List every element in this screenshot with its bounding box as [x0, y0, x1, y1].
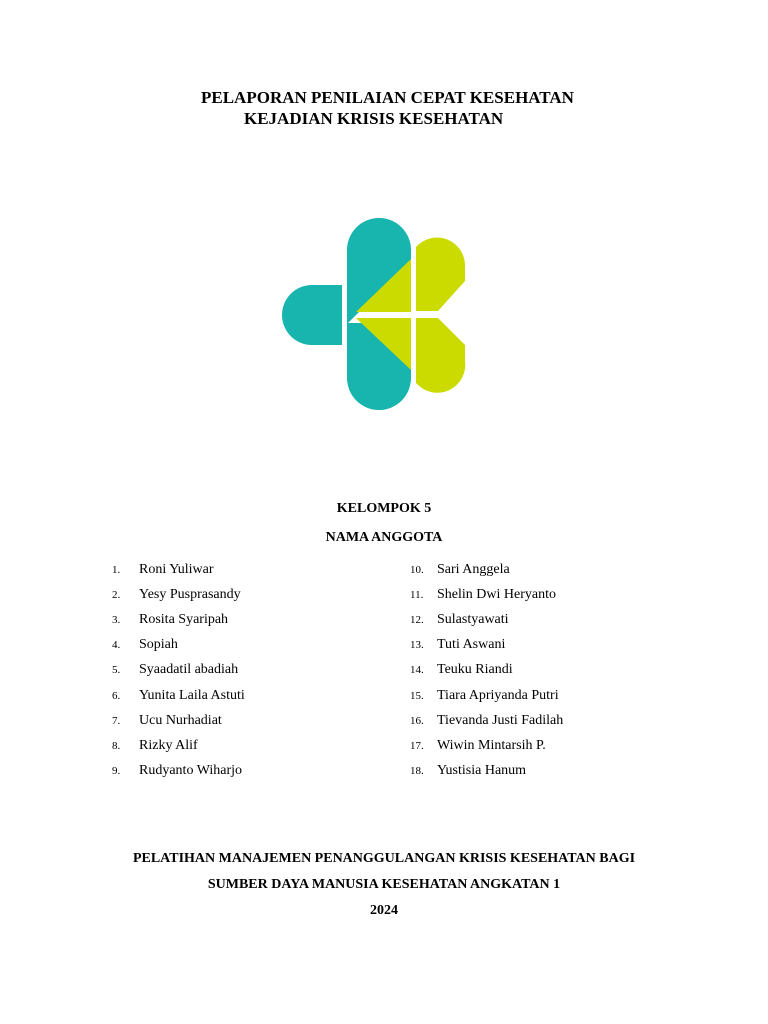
list-item	[112, 607, 245, 632]
members-heading: NAMA ANGGOTA	[325, 530, 443, 545]
member-name: Tuti Aswani	[437, 637, 506, 653]
list-item-number: 15.	[410, 689, 424, 702]
list-item-number: 6.	[112, 689, 121, 702]
list-item	[112, 658, 245, 683]
logo-left-petal	[282, 285, 342, 345]
list-item-number: 17.	[410, 739, 424, 752]
member-name: Rudyanto Wiharjo	[139, 763, 242, 779]
list-item	[112, 708, 245, 733]
logo-upper-right-petal	[416, 238, 465, 311]
member-name: Ucu Nurhadiat	[139, 712, 222, 728]
list-item-number: 7.	[112, 714, 121, 727]
list-item-number: 16.	[410, 714, 424, 727]
list-item-number: 3.	[112, 613, 121, 626]
list-item	[112, 759, 245, 784]
member-name: Rizky Alif	[139, 737, 198, 753]
list-item-number: 11.	[410, 588, 424, 601]
list-item-number: 8.	[112, 739, 121, 752]
member-name: Sopiah	[139, 637, 178, 653]
list-item-number: 9.	[112, 765, 121, 778]
list-item	[112, 582, 245, 607]
member-name: Yunita Laila Astuti	[139, 687, 245, 703]
training-title-line2: SUMBER DAYA MANUSIA KESEHATAN ANGKATAN 1	[207, 877, 561, 892]
list-item	[112, 633, 245, 658]
list-item	[410, 733, 563, 758]
document-title-line2: KEJADIAN KRISIS KESEHATAN	[244, 109, 504, 128]
members-list-right	[410, 557, 563, 784]
list-item	[410, 557, 563, 582]
ministry-of-health-logo-icon	[278, 218, 468, 417]
logo-lower-right-petal	[416, 318, 465, 393]
list-item-number: 13.	[410, 639, 424, 652]
member-name: Sulastyawati	[437, 611, 509, 627]
list-item	[410, 658, 563, 683]
list-item-number: 1.	[112, 563, 121, 576]
training-title-line1: PELATIHAN MANAJEMEN PENANGGULANGAN KRISIS KESEHATAN BAGI	[132, 851, 636, 866]
member-name: Rosita Syaripah	[139, 611, 229, 627]
list-item	[410, 683, 563, 708]
member-name: Roni Yuliwar	[139, 561, 214, 577]
list-item-number: 14.	[410, 664, 424, 677]
list-item	[410, 582, 563, 607]
member-name: Wiwin Mintarsih P.	[437, 737, 546, 753]
document-title-line1: PELAPORAN PENILAIAN CEPAT KESEHATAN	[201, 88, 574, 107]
list-item	[410, 708, 563, 733]
member-name: Yesy Pusprasandy	[139, 586, 241, 602]
list-item	[112, 557, 245, 582]
list-item	[112, 733, 245, 758]
member-name: Shelin Dwi Heryanto	[437, 586, 556, 602]
list-item	[410, 607, 563, 632]
list-item-number: 2.	[112, 588, 121, 601]
member-name: Teuku Riandi	[437, 662, 513, 678]
list-item	[112, 683, 245, 708]
list-item-number: 18.	[410, 765, 424, 778]
list-item-number: 5.	[112, 664, 121, 677]
member-name: Syaadatil abadiah	[139, 662, 239, 678]
list-item	[410, 759, 563, 784]
members-list-left	[112, 557, 245, 784]
member-name: Sari Anggela	[437, 561, 510, 577]
member-name: Tievanda Justi Fadilah	[437, 712, 564, 728]
member-name: Tiara Apriyanda Putri	[437, 687, 559, 703]
group-title: KELOMPOK 5	[336, 501, 432, 516]
year: 2024	[370, 903, 398, 918]
list-item	[410, 633, 563, 658]
list-item-number: 4.	[112, 639, 121, 652]
member-name: Yustisia Hanum	[437, 763, 527, 779]
list-item-number: 12.	[410, 613, 424, 626]
list-item-number: 10.	[410, 563, 424, 576]
